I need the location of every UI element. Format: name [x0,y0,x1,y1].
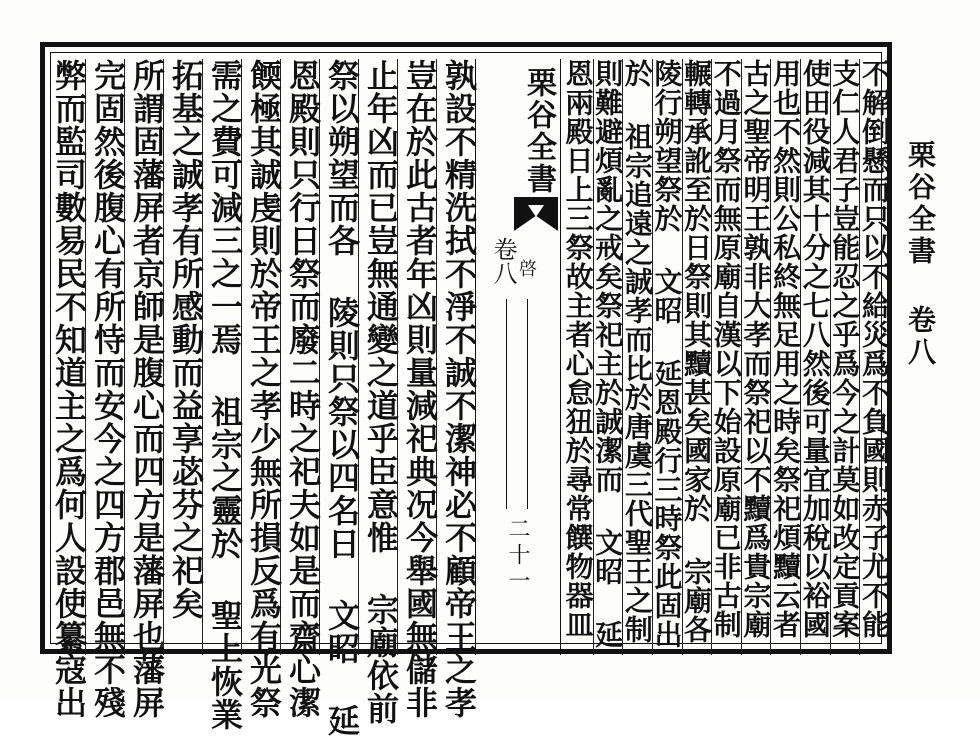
text-column-21: 完固然後腹心有所恃而安今之四方郡邑無不殘 [89,59,127,719]
inner-frame [50,52,891,737]
band-volume: 卷八 [489,237,517,285]
text-column-13: 豈在於此古者年凶則量減祀典况今舉國無儲非 [401,59,439,719]
text-column-6: 不過月祭而無原廟自漢以下始設原廟已非古制 [709,59,743,639]
text-column-14: 止年凶而已豈無通變之道乎臣意惟 宗廟依前 [362,59,400,725]
center-band [475,59,561,655]
text-column-1: 不解倒懸而只以不給災爲不負國則赤子尤不能 [857,59,891,639]
text-column-20: 所謂固藩屏者京師是腹心而四方是藩屏也藩屏 [128,59,166,719]
band-center-line [506,299,528,509]
text-column-19: 拓基之誠孝有所感動而益享苾芬之祀矣 [167,59,205,620]
text-column-22: 弊而監司數易民不知道主之爲何人設使纂寇出 [50,59,88,719]
band-title: 栗谷全書 [521,67,556,195]
text-column-10: 則難避煩亂之戒矣祭祀主於誠潔而 文昭 延 [591,59,625,649]
text-column-2: 支仁人君子豈能忍之乎爲今之計莫如改定貢案 [828,59,862,639]
text-column-8: 陵行朔望祭於 文昭 延恩殿行三時祭此固出 [650,59,684,649]
page-frame [40,42,892,737]
text-column-7: 輾轉承訛至於日祭則其黷甚矣國家於 宗廟各 [680,59,714,644]
text-column-11: 恩兩殿日上三祭故主者心怠狃於尋常饌物器皿 [561,59,595,639]
margin-running-title: 栗谷全書 卷八 [904,140,937,369]
text-column-16: 恩殿則只行日祭而廢二時之祀夫如是而齋心潔 [284,59,322,719]
text-column-5: 古之聖帝明王孰非大孝而祭祀以不黷爲貴宗廟 [739,59,773,639]
text-column-4: 用也不然則公私終無足用之時矣祭祀煩黷云者 [769,59,803,639]
band-folio-number: 二十一 [505,517,530,595]
text-column-9: 於 祖宗追遠之誠孝而比於唐虞三代聖王之制 [620,59,654,644]
text-column-3: 使田役減其十分之七八然後可量宜加稅以裕國 [798,59,832,639]
text-column-18: 需之費可減三之一焉 祖宗之靈於 聖上恢業 [206,59,244,731]
text-column-15: 祭以朔望而各 陵則只祭以四名日 文昭 延 [323,59,361,737]
text-column-17: 餪極其誠虔則於帝王之孝少無所損反爲有光祭 [245,59,283,719]
text-column-12: 孰設不精洗拭不淨不誠不潔神必不顧帝王之孝 [440,59,478,719]
band-section: 啓 [516,259,537,277]
